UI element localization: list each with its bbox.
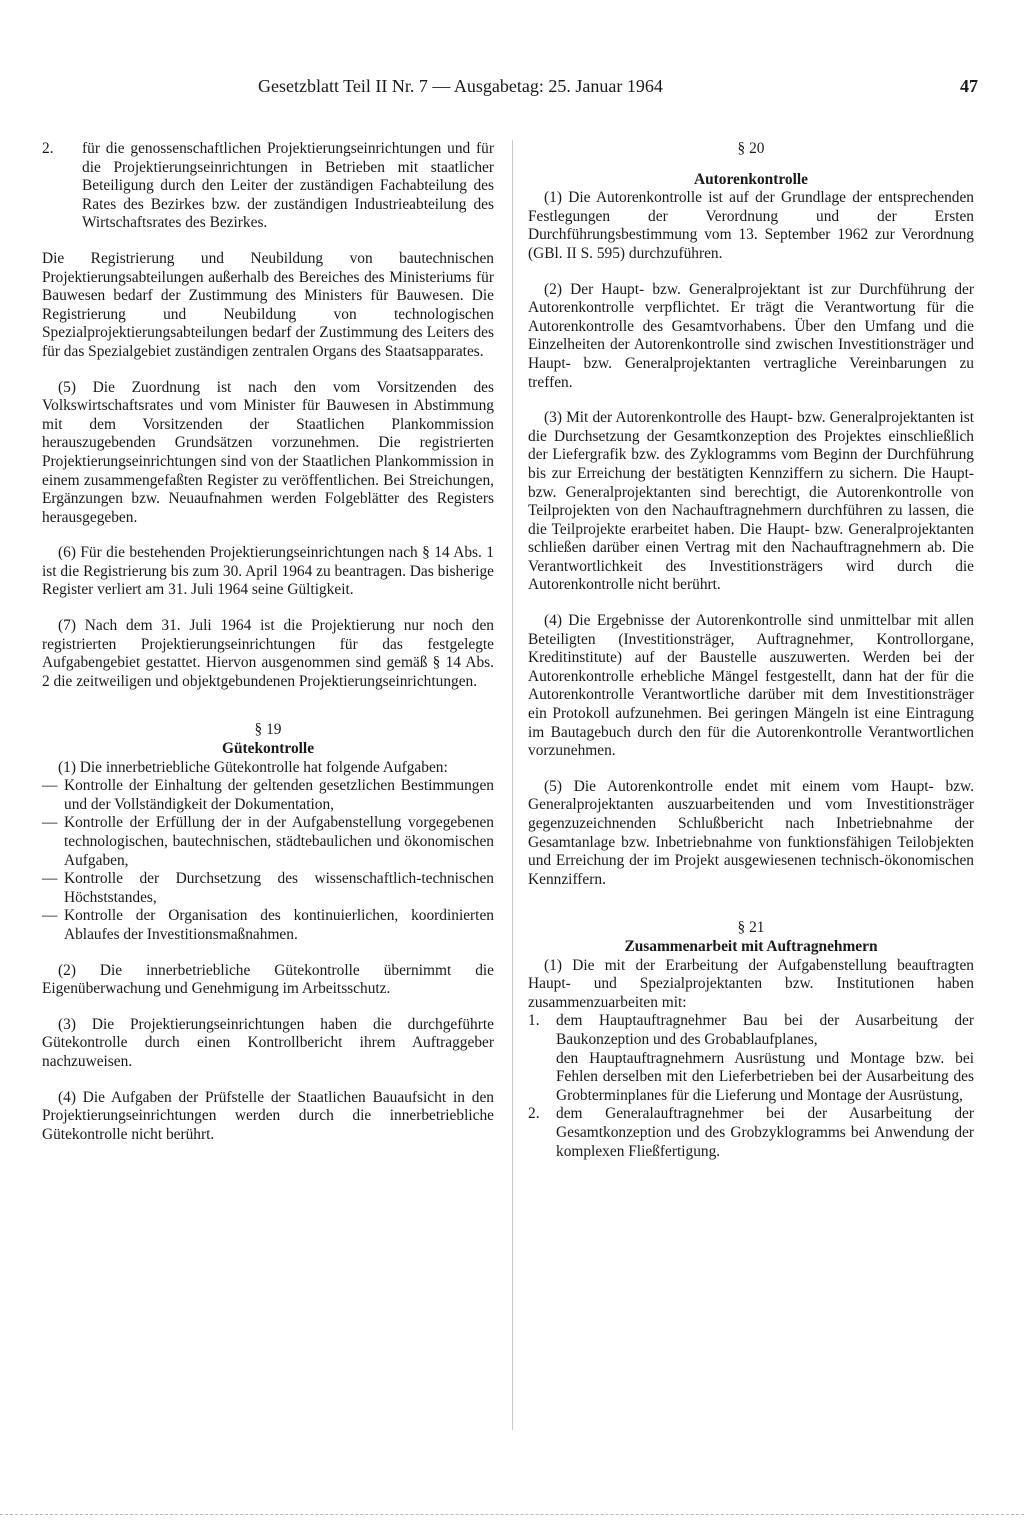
- dash-mark: —: [42, 777, 58, 795]
- s19-paragraph-3: (3) Die Projektierungseinrichtungen haben die durchgeführte Gütekontrolle durch einen Kontrollbericht ihrem Auftraggeber nachzuweisen.: [42, 1015, 494, 1070]
- item-number: 2.: [528, 1105, 540, 1123]
- dash-mark: —: [42, 814, 58, 832]
- header-title: Gesetzblatt Teil II Nr. 7 — Ausgabetag: 25. Januar 1964: [258, 76, 663, 96]
- dash-item: [42, 907, 494, 944]
- s20-paragraph-3: (3) Mit der Autorenkontrolle des Haupt- bzw. Generalprojektanten ist die Durchsetzung der Gesamtkonzeption des Projektes einschließlich der Liefergrafik bzw. des Zyklogramms vom Beginn der Durchführung bis zur Erreichung der bestätigten Kennziffern zu sichern. Die Haupt- bzw. Generalprojektanten sind berechtigt, die Autorenkontrolle von Teilprojekten von den Nachauftragnehmern durchführen zu lassen, die die Teilprojekte erarbeitet haben. Die Haupt- bzw. Generalprojektanten schließen darüber einen Vertrag mit den Nachauftragnehmern ab. Die Verantwortlichkeit des Investitionsträgers wird durch die Autorenkontrolle nicht berührt.: [528, 409, 974, 594]
- dash-text: Kontrolle der Durchsetzung des wissenschaftlich-technischen Höchststandes,: [64, 870, 494, 906]
- page-bottom-edge: [0, 1514, 1024, 1516]
- list-item-2: [42, 140, 494, 233]
- dash-item: [42, 814, 494, 870]
- item-number: 2.: [42, 140, 54, 157]
- item-text: dem Generalauftragnehmer bei der Ausarbeitung der Gesamtkonzeption und des Grobzyklogramms bei Anwendung der komplexen Fließfertigung.: [556, 1105, 974, 1160]
- dash-text: Kontrolle der Einhaltung der geltenden gesetzlichen Bestimmungen und der Vollständigkeit der Dokumentation,: [64, 777, 494, 813]
- s19-paragraph-4: (4) Die Aufgaben der Prüfstelle der Staatlichen Bauaufsicht in den Projektierungseinrichtungen werden durch die innerbetriebliche Gütekontrolle nicht berührt.: [42, 1088, 494, 1143]
- paragraph-6: (6) Für die bestehenden Projektierungseinrichtungen nach § 14 Abs. 1 ist die Registrierung bis zum 30. April 1964 zu beantragen. Das bisherige Register verliert am 31. Juli 1964 seine Gültigkeit.: [42, 544, 494, 599]
- s19-paragraph-2: (2) Die innerbetriebliche Gütekontrolle übernimmt die Eigenüberwachung und Genehmigung im Arbeitsschutz.: [42, 961, 494, 998]
- s19-paragraph-1: (1) Die innerbetriebliche Gütekontrolle hat folgende Aufgaben:: [58, 758, 448, 776]
- dash-item: [42, 777, 494, 814]
- section-20-number: § 20: [737, 140, 765, 157]
- dash-mark: —: [42, 907, 58, 925]
- paragraph-7: (7) Nach dem 31. Juli 1964 ist die Projektierung nur noch den registrierten Projektierungseinrichtungen für das festgelegte Aufgabengebiet gestattet. Hiervon ausgenommen sind gemäß § 14 Abs. 2 die zeitweiligen und objektgebundenen Projektierungseinrichtungen.: [42, 617, 494, 690]
- list-item-1: [528, 1012, 974, 1049]
- dash-text: Kontrolle der Organisation des kontinuierlichen, koordinierten Ablaufes der Investitionsmaßnahmen.: [64, 907, 494, 943]
- item-number: 1.: [528, 1012, 540, 1030]
- s20-paragraph-5: (5) Die Autorenkontrolle endet mit einem vom Haupt- bzw. Generalprojektanten auszuarbeitenden und vom Investitionsträger gegenzuzeichnenden Schlußbericht nach Inbetriebnahme der Gesamtanlage bzw. Inbetriebnahme von funktionsfähigen Teilobjekten und Erreichung der im Projekt ausgewiesenen technisch-ökonomischen Kennziffern.: [528, 777, 974, 888]
- s21-paragraph-1: (1) Die mit der Erarbeitung der Aufgabenstellung beauftragten Haupt- und Spezialprojektanten bzw. Institutionen haben zusammenzuarbeiten mit:: [528, 956, 974, 1011]
- page-header: [42, 76, 982, 102]
- section-20-title: Autorenkontrolle: [693, 170, 808, 188]
- item-text: dem Hauptauftragnehmer Bau bei der Ausarbeitung der Baukonzeption und des Grobablaufplanes,: [556, 1012, 974, 1048]
- list-item-2: [528, 1105, 974, 1161]
- dash-text: Kontrolle der Erfüllung der in der Aufgabenstellung vorgegebenen technologischen, bautechnischen, städtebaulichen und ökonomischen Aufgaben,: [64, 814, 494, 869]
- s20-paragraph-4: (4) Die Ergebnisse der Autorenkontrolle sind unmittelbar mit allen Beteiligten (Investitionsträger, Auftragnehmer, Kontrollorgane, Kreditinstitute) auf der Baustelle auszuwerten. Werden bei der Autorenkontrolle erhebliche Mängel festgestellt, dann hat der für die Autorenkontrolle Verantwortliche darüber mit dem Investitionsträger ein Protokoll aufzunehmen. Bei geringen Mängeln ist eine Eintragung im Bautagebuch durch den für die Autorenkontrolle Verantwortlichen vorzunehmen.: [528, 612, 974, 760]
- paragraph-registrierung: Die Registrierung und Neubildung von bautechnischen Projektierungsabteilungen außerhalb des Bereiches des Ministeriums für Bauwesen bedarf der Zustimmung des Ministers für Bauwesen. Die Registrierung und Neubildung von technologischen Spezialprojektierungsabteilungen bedarf der Zustimmung des Leiters des für das Spezialgebiet zuständigen zentralen Organs des Staatsapparates.: [42, 249, 494, 360]
- column-divider: [512, 140, 513, 1430]
- left-column: [42, 140, 494, 1144]
- item-text: für die genossenschaftlichen Projektierungseinrichtungen und für die Projektierungseinrichtungen in Betrieben mit staatlicher Beteiligung durch den Leiter der zuständigen Fachabteilung des Rates des Bezirkes bzw. der zuständigen Industrieabteilung des Wirtschaftsrates des Bezirkes.: [82, 140, 494, 232]
- section-19-number: § 19: [254, 721, 282, 739]
- list-item-1-continuation: den Hauptauftragnehmern Ausrüstung und Montage bzw. bei Fehlen derselben mit den Lieferbetrieben bei der Ausarbeitung des Grobterminplanes für die Lieferung und Montage der Ausrüstung,: [556, 1049, 974, 1104]
- s20-paragraph-2: (2) Der Haupt- bzw. Generalprojektant ist zur Durchführung der Autorenkontrolle verpflichtet. Er trägt die Verantwortung für die Autorenkontrolle des Gesamtvorhabens. Über den Umfang und die Einzelheiten der Autorenkontrolle sind zwischen Investitionsträger und Haupt- bzw. Generalprojektanten vertragliche Vereinbarungen zu treffen.: [528, 280, 974, 391]
- paragraph-5: (5) Die Zuordnung ist nach den vom Vorsitzenden des Volkswirtschaftsrates und vom Minister für Bauwesen in Abstimmung mit dem Vorsitzenden der Staatlichen Plankommission herauszugebenden Grundsätzen vorzunehmen. Die registrierten Projektierungseinrichtungen sind von der Staatlichen Plankommission in einem zusammengefaßten Register zu veröffentlichen. Bei Streichungen, Ergänzungen bzw. Neuaufnahmen werden Folgeblätter des Registers herausgegeben.: [42, 378, 494, 526]
- section-21-number: § 21: [737, 919, 765, 937]
- section-21-title: Zusammenarbeit mit Auftragnehmern: [624, 937, 878, 955]
- page-number: 47: [960, 76, 978, 96]
- s20-paragraph-1: (1) Die Autorenkontrolle ist auf der Grundlage der entsprechenden Festlegungen der Verordnung und der Ersten Durchführungsbestimmung vom 13. September 1962 zur Verordnung (GBl. II S. 595) durchzuführen.: [528, 189, 974, 262]
- dash-item: [42, 870, 494, 907]
- dash-mark: —: [42, 870, 58, 888]
- right-column: [528, 140, 974, 1161]
- section-19-title: Gütekontrolle: [221, 740, 315, 758]
